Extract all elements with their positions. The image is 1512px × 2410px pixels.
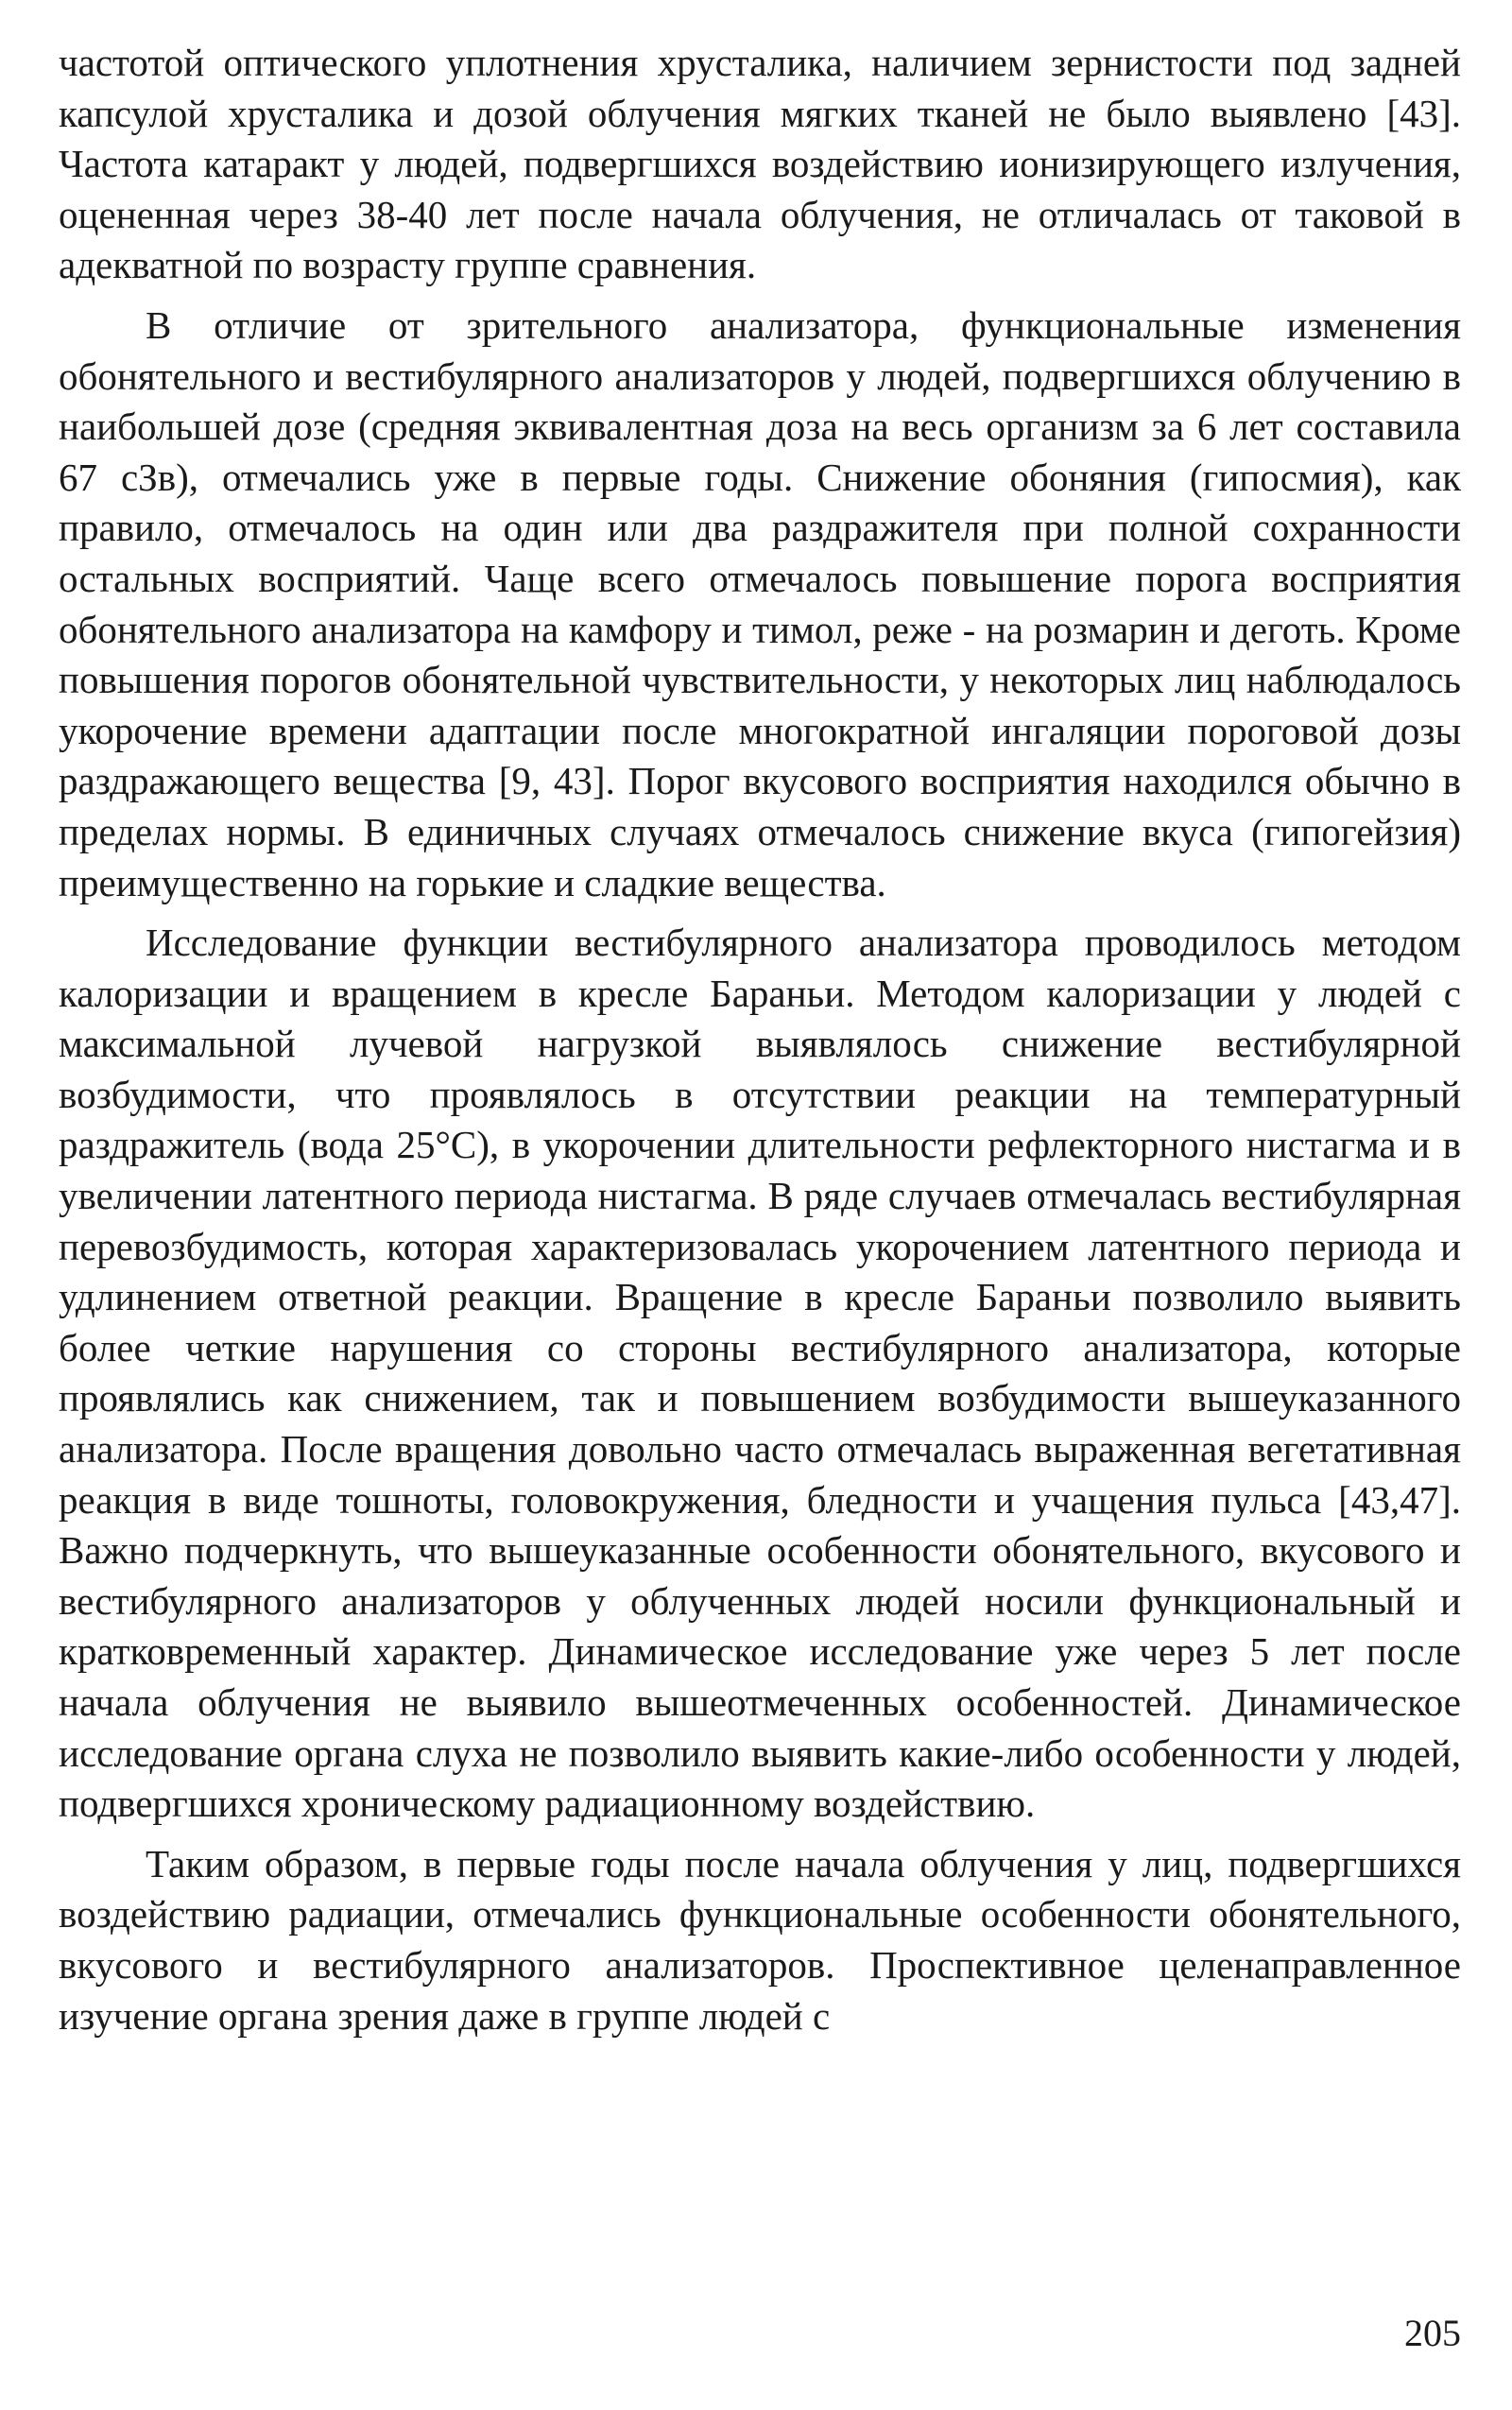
page-number: 205: [1404, 2312, 1461, 2355]
paragraph-olfactory-vestibular: В отличие от зрительного анализатора, функциональные изменения обонятельного и вестибулярного анализаторов у людей, подвергшихся облучению в наибольшей дозе (средняя эквивалентная доза на весь организм за 6 лет составила 67 сЗв), отмечались уже в первые годы. Снижение обоняния (гипосмия), как правило, отмечалось на один или два раздражителя при полной сохранности остальных восприятий. Чаще всего отмечалось повышение порога восприятия обонятельного анализатора на камфору и тимол, реже - на розмарин и деготь. Кроме повышения порогов обонятельной чувствительности, у некоторых лиц наблюдалось укорочение времени адаптации после многократной ингаляции пороговой дозы раздражающего вещества [9, 43]. Порог вкусового восприятия находился обычно в пределах нормы. В единичных случаях отмечалось снижение вкуса (гипогейзия) преимущественно на горькие и сладкие вещества.: [59, 302, 1461, 904]
paragraph-vestibular-study: Исследование функции вестибулярного анализатора проводилось методом калоризации и вращением в кресле Бараньи. Методом калоризации у людей с максимальной лучевой нагрузкой выявлялось снижение вестибулярной возбудимости, что проявлялось в отсутствии реакции на температурный раздражитель (вода 25°С), в укорочении длительности рефлекторного нистагма и в увеличении латентного периода нистагма. В ряде случаев отмечалась вестибулярная перевозбудимость, которая характеризовалась укорочением латентного периода и удлинением ответной реакции. Вращение в кресле Бараньи позволило выявить более четкие нарушения со стороны вестибулярного анализатора, которые проявлялись как снижением, так и повышением возбудимости вышеуказанного анализатора. После вращения довольно часто отмечалась выраженная вегетативная реакция в виде тошноты, головокружения, бледности и учащения пульса [43,47]. Важно подчеркнуть, что вышеуказанные особенности обонятельного, вкусового и вестибулярного анализаторов у облученных людей носили функциональный и кратковременный характер. Динамическое исследование уже через 5 лет после начала облучения не выявило вышеотмеченных особенностей. Динамическое исследование органа слуха не позволило выявить какие-либо особенности у людей, подвергшихся хроническому радиационному воздействию.: [59, 921, 1461, 1826]
book-page: [59, 38, 1461, 2372]
paragraph-conclusion: Таким образом, в первые годы после начала облучения у лиц, подвергшихся воздействию радиации, отмечались функциональные особенности обонятельного, вкусового и вестибулярного анализаторов. Проспективное целенаправленное изучение органа зрения даже в группе людей с: [59, 1841, 1461, 2038]
paragraph-continuation: частотой оптического уплотнения хрусталика, наличием зернистости под задней капсулой хрусталика и дозой облучения мягких тканей не было выявлено [43]. Частота катаракт у людей, подвергшихся воздействию ионизирующего излучения, оцененная через 38-40 лет после начала облучения, не отличалась от таковой в адекватной по возрасту группе сравнения.: [59, 41, 1461, 287]
